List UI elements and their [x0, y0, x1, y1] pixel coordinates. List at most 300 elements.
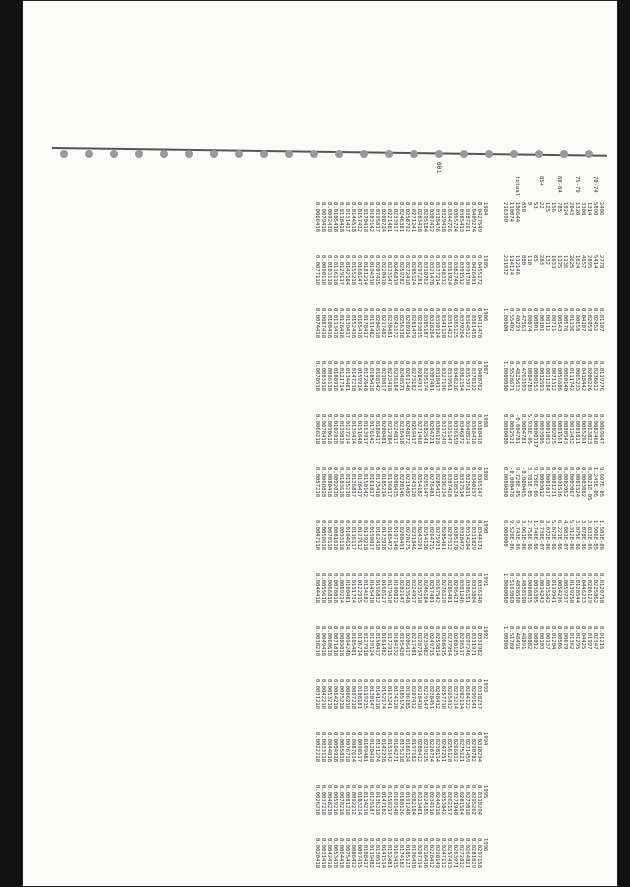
- table-cell: 9.607E-05: [598, 467, 604, 498]
- table-cell: 0.0168127: [380, 573, 386, 604]
- summary-row: [598, 162, 604, 679]
- table-cell: 0.0083318: [320, 361, 326, 392]
- table-cell: 0.0219125: [422, 732, 428, 763]
- table-cell: 0.0264821: [464, 838, 470, 869]
- table-cell: 0.0147182: [380, 785, 386, 816]
- table-cell: 110074: [508, 202, 514, 223]
- table-cell: 0.0060618: [326, 626, 332, 657]
- table-cell: 0.0455172: [476, 255, 482, 286]
- table-cell: 0.01107: [598, 308, 604, 332]
- table-cell: 0.0120418: [368, 732, 374, 763]
- table-cell: 0.0003062: [580, 467, 586, 498]
- table-cell: 0.0296214: [440, 467, 446, 498]
- table-cell: 0.0265147: [422, 467, 428, 498]
- table-cell: 0.0001017: [544, 467, 550, 498]
- table-cell: 0.0155218: [350, 255, 356, 286]
- perforation-hole: [60, 150, 68, 158]
- table-cell: 0.0115018: [338, 414, 344, 445]
- table-cell: 0.0169148: [392, 785, 398, 816]
- table-cell: 0.0212984: [386, 414, 392, 445]
- table-cell: 0.0238149: [434, 838, 440, 869]
- table-cell: 0.0001561: [556, 414, 562, 445]
- table-cell: 0.0238451: [428, 679, 434, 710]
- table-cell: 0.0365724: [452, 202, 458, 233]
- year-data-row: [446, 162, 452, 887]
- table-cell: 0.0262157: [446, 785, 452, 816]
- table-cell: 0.0207415: [374, 255, 380, 286]
- table-cell: 0.0173918: [380, 520, 386, 551]
- table-cell: 0.0364512: [464, 308, 470, 339]
- table-cell: 0.0185472: [386, 520, 392, 551]
- table-cell: 0.0327196: [440, 361, 446, 392]
- table-cell: 0.0224817: [392, 414, 398, 445]
- year-data-row: [380, 162, 386, 887]
- summary-row: [562, 162, 568, 679]
- table-cell: 0.0076718: [344, 732, 350, 763]
- table-cell: 0.0081618: [332, 520, 338, 551]
- table-cell: 0.0022218: [314, 732, 320, 763]
- table-cell: 0.0118418: [338, 202, 344, 233]
- table-cell: 0.0105418: [332, 202, 338, 233]
- table-cell: 0.0105481: [350, 626, 356, 657]
- table-cell: 9.526E-06: [508, 520, 514, 551]
- table-cell: 0.0271948: [452, 785, 458, 816]
- table-cell: 0.0344726: [446, 202, 452, 233]
- table-cell: 0.0165418: [356, 308, 362, 339]
- age-group-label: 85+: [538, 176, 544, 187]
- table-cell: 0.0104614: [344, 520, 350, 551]
- table-cell: 0.0185214: [380, 467, 386, 498]
- table-cell: 0.0054296: [556, 573, 562, 604]
- table-cell: 0.0136218: [374, 785, 380, 816]
- table-cell: 0.0038218: [314, 626, 320, 657]
- summary-row: [580, 162, 586, 679]
- year-data-row: [452, 162, 458, 887]
- table-cell: 0.0168147: [356, 255, 362, 286]
- table-cell: 0.0253842: [440, 785, 446, 816]
- table-cell: 800: [520, 255, 526, 266]
- table-cell: 0.0268914: [404, 308, 410, 339]
- table-cell: 1996: [482, 838, 488, 852]
- table-cell: 0.0147218: [350, 361, 356, 392]
- table-cell: 0.0361924: [446, 255, 452, 286]
- table-cell: 0.02452: [592, 308, 598, 332]
- table-cell: 0.0254136: [422, 520, 428, 551]
- table-cell: 0.0297158: [476, 838, 482, 869]
- table-cell: 0.0348524: [464, 414, 470, 445]
- table-cell: 1.0000000: [502, 573, 508, 604]
- table-cell: 0.04107: [580, 308, 586, 332]
- table-cell: 0.0131417: [344, 202, 350, 233]
- table-cell: 0.0059737: [562, 573, 568, 604]
- table-cell: 0.0218416: [422, 838, 428, 869]
- table-cell: 0.0188417: [374, 414, 380, 445]
- table-cell: 1.245E-05: [592, 467, 598, 498]
- table-cell: 0.0103214: [356, 785, 362, 816]
- table-cell: 9.728E-05: [514, 467, 520, 498]
- table-cell: 0.0400762: [476, 361, 482, 392]
- table-cell: 0.0127612: [356, 520, 362, 551]
- summary-row: [538, 162, 544, 679]
- table-cell: 0.0131274: [374, 732, 380, 763]
- table-cell: 0.0078018: [332, 573, 338, 604]
- table-cell: 0.0224185: [422, 785, 428, 816]
- table-cell: 0.0305178: [452, 520, 458, 551]
- table-cell: 0.0321478: [428, 255, 434, 286]
- table-cell: 0.0114218: [362, 785, 368, 816]
- table-cell: 0.0427549: [476, 202, 482, 233]
- table-cell: 0.0246819: [392, 255, 398, 286]
- perforation-hole: [285, 150, 293, 158]
- table-cell: 0.0180126: [398, 785, 404, 816]
- perforation-hole: [335, 150, 343, 158]
- table-cell: 0.0426491: [470, 255, 476, 286]
- table-cell: 0.0157412: [356, 202, 362, 233]
- table-cell: 0.4825633: [514, 361, 520, 392]
- table-cell: 0.0071818: [332, 626, 338, 657]
- table-cell: 0.0150817: [368, 520, 374, 551]
- summary-row: [544, 162, 550, 679]
- table-cell: 0.5528671: [508, 361, 514, 392]
- table-cell: 0.0056606: [556, 361, 562, 392]
- table-cell: 0.0336148: [476, 573, 482, 604]
- table-cell: 0.0196418: [410, 838, 416, 869]
- year-data-row: [362, 162, 368, 887]
- table-cell: 0.0271241: [410, 202, 416, 233]
- table-cell: 0.0174128: [392, 679, 398, 710]
- table-cell: 0.51789: [508, 626, 514, 650]
- table-cell: 0.0119215: [362, 679, 368, 710]
- table-cell: 0.0365125: [452, 308, 458, 339]
- table-cell: 0.0305187: [422, 308, 428, 339]
- table-cell: 0.02347: [592, 626, 598, 650]
- table-cell: 0.00650: [574, 308, 580, 332]
- table-cell: 0.0042418: [326, 838, 332, 869]
- table-cell: 0.000000: [502, 520, 508, 547]
- table-cell: 0.0228412: [428, 838, 434, 869]
- table-cell: 0.0297281: [416, 255, 422, 286]
- summary-row: [586, 162, 592, 679]
- table-cell: 0.00112: [544, 308, 550, 332]
- table-cell: 0.0003067: [568, 467, 574, 498]
- table-cell: 216390: [502, 202, 508, 223]
- table-cell: 0.0097415: [356, 838, 362, 869]
- table-cell: 0.0348216: [452, 361, 458, 392]
- table-cell: 1987: [482, 361, 488, 375]
- table-cell: 0.0208415: [392, 467, 398, 498]
- table-cell: 0.0247251: [440, 732, 446, 763]
- table-cell: 0.0174182: [398, 838, 404, 869]
- table-cell: 0.0130147: [368, 679, 374, 710]
- table-cell: 0.0236418: [398, 414, 404, 445]
- table-cell: 3.075E-06: [574, 520, 580, 551]
- table-cell: 4657: [580, 255, 586, 269]
- summary-row: [514, 162, 520, 679]
- table-cell: 1991: [482, 573, 488, 587]
- table-cell: 0.0243291: [416, 520, 422, 551]
- table-cell: 0.0195817: [374, 202, 380, 233]
- table-cell: 0.04425: [580, 626, 586, 650]
- table-cell: 0.0378122: [470, 361, 476, 392]
- table-cell: 0.0281564: [458, 785, 464, 816]
- table-cell: 0.0139417: [344, 308, 350, 339]
- table-cell: 0.0317249: [440, 414, 446, 445]
- table-cell: 0.0176142: [368, 414, 374, 445]
- table-cell: 0.0254182: [416, 467, 422, 498]
- table-cell: 0.0064218: [332, 679, 338, 710]
- table-cell: 0.0159914: [356, 361, 362, 392]
- table-cell: 0.0144518: [350, 202, 356, 233]
- age-group-label: 70-74: [592, 176, 598, 193]
- summary-row: [526, 162, 532, 679]
- year-data-row: [416, 162, 422, 887]
- table-cell: 0.00000117: [532, 414, 538, 448]
- table-cell: 0.0197148: [392, 520, 398, 551]
- table-cell: 0.0379264: [458, 308, 464, 339]
- table-cell: 1.00000: [502, 626, 508, 650]
- table-cell: 0.0181214: [362, 255, 368, 286]
- table-cell: 0.0103618: [338, 467, 344, 498]
- table-cell: 0.0197182: [410, 732, 416, 763]
- table-cell: 0.0266812: [452, 732, 458, 763]
- table-cell: 0.0139124: [368, 626, 374, 657]
- table-cell: 0.0208491: [398, 520, 404, 551]
- table-cell: 0.0382746: [452, 255, 458, 286]
- table-cell: 3.061E-06: [520, 520, 526, 551]
- table-cell: 0.0071312: [550, 361, 556, 392]
- table-cell: 0.0139414: [350, 414, 356, 445]
- table-cell: 0.0185418: [368, 361, 374, 392]
- table-cell: 1988: [482, 414, 488, 428]
- table-cell: 0.0231482: [404, 467, 410, 498]
- perforation-hole: [435, 150, 443, 158]
- table-cell: 5414: [592, 255, 598, 269]
- table-cell: 0.0070118: [326, 520, 332, 551]
- table-cell: 1992: [482, 626, 488, 640]
- table-cell: 0.0411478: [476, 308, 482, 339]
- table-cell: 0.0301246: [458, 573, 464, 604]
- summary-row: [592, 162, 598, 679]
- table-cell: 0.0090618: [326, 414, 332, 445]
- perforation-hole: [535, 150, 543, 158]
- table-cell: 0.0263971: [452, 838, 458, 869]
- table-cell: 0.01362: [568, 626, 574, 650]
- table-cell: 0.0142218: [380, 732, 386, 763]
- table-cell: 0.0331829: [470, 520, 476, 551]
- table-cell: 0.0065818: [338, 732, 344, 763]
- table-cell: 0.00101: [538, 308, 544, 332]
- table-cell: 0.0057218: [314, 467, 320, 498]
- perforation-holes: [22, 150, 618, 162]
- table-cell: 0.0391512: [458, 255, 464, 286]
- table-cell: 0.0092018: [332, 467, 338, 498]
- table-cell: 9.743E-06: [514, 520, 520, 551]
- summary-row: [556, 162, 562, 679]
- table-cell: 0.0418442: [580, 361, 586, 392]
- table-cell: 0.0247112: [440, 838, 446, 869]
- table-cell: 0.0119776: [598, 361, 604, 392]
- perforation-hole: [560, 150, 568, 158]
- table-cell: 0.0284122: [464, 679, 470, 710]
- table-cell: 1.501E-06: [598, 520, 604, 551]
- table-cell: 0.0153142: [386, 732, 392, 763]
- perforation-hole: [585, 150, 593, 158]
- table-cell: 0.0261148: [404, 361, 410, 392]
- table-cell: 0.0060140: [562, 361, 568, 392]
- table-cell: 0.0273214: [452, 679, 458, 710]
- table-cell: 0.00082: [526, 626, 532, 650]
- perforation-hole: [210, 150, 218, 158]
- table-cell: 0.0295184: [422, 202, 428, 233]
- table-cell: 53: [532, 202, 538, 209]
- table-cell: 0.0092212: [350, 785, 356, 816]
- table-cell: 0.0348312: [440, 255, 446, 286]
- perforation-hole: [185, 150, 193, 158]
- table-cell: 0.0126418: [338, 308, 344, 339]
- summary-row: [550, 162, 556, 679]
- table-cell: 0.01216: [598, 626, 604, 650]
- table-cell: 0.0053418: [332, 838, 338, 869]
- table-cell: 0.0079418: [320, 202, 326, 233]
- table-cell: 0.0409274: [470, 202, 476, 233]
- table-cell: 0.0296517: [458, 626, 464, 657]
- year-data-row: [458, 162, 464, 887]
- perforation-hole: [485, 150, 493, 158]
- table-cell: 0.0097218: [350, 679, 356, 710]
- table-cell: 0.0037218: [320, 785, 326, 816]
- table-cell: 0.0265412: [446, 679, 452, 710]
- year-data-row: [374, 162, 380, 887]
- table-cell: 0.0191248: [404, 785, 410, 816]
- table-cell: 0.0070518: [314, 361, 320, 392]
- table-cell: 0.0033118: [320, 732, 326, 763]
- table-cell: 0.0139218: [362, 520, 368, 551]
- table-cell: 0.0090118: [320, 255, 326, 286]
- summary-row: [520, 162, 526, 679]
- table-cell: 0.0318476: [434, 202, 440, 233]
- year-data-row: [398, 162, 404, 887]
- table-cell: 0.0065233: [574, 361, 580, 392]
- table-cell: 0.0093118: [338, 520, 344, 551]
- table-cell: 85: [532, 255, 538, 262]
- table-cell: 0.01997: [586, 626, 592, 650]
- table-cell: 0.0329418: [440, 202, 446, 233]
- table-cell: 0.0310762: [422, 255, 428, 286]
- age-group-label: totaal: [514, 176, 520, 197]
- table-cell: 0.0096118: [326, 361, 332, 392]
- table-cell: 0.0156812: [374, 573, 380, 604]
- table-cell: 0.0282134: [458, 679, 464, 710]
- table-cell: 0.0121714: [338, 361, 344, 392]
- table-cell: 0.0318237: [476, 679, 482, 710]
- table-cell: 0.0243172: [392, 308, 398, 339]
- table-cell: 850: [520, 202, 526, 213]
- year-data-row: [350, 162, 356, 887]
- table-cell: 0.0341128: [440, 308, 446, 339]
- table-cell: 0.0307481: [428, 361, 434, 392]
- table-cell: 0.0233147: [386, 255, 392, 286]
- table-cell: 0.0008035: [526, 573, 532, 604]
- table-cell: 0.0325811: [464, 467, 470, 498]
- table-cell: 0.0141218: [374, 679, 380, 710]
- table-cell: 0.0381458: [470, 308, 476, 339]
- table-cell: 0.0004789: [526, 361, 532, 392]
- table-cell: 0.0015242: [544, 573, 550, 604]
- table-cell: 0.0068818: [320, 467, 326, 498]
- table-cell: 0.0011284: [544, 361, 550, 392]
- table-cell: 0.0272812: [458, 838, 464, 869]
- table-cell: 1989: [482, 467, 488, 481]
- table-cell: 0.0083018: [338, 626, 344, 657]
- perforation-hole: [160, 150, 168, 158]
- perforation-hole: [260, 150, 268, 158]
- table-cell: 0.0198142: [374, 361, 380, 392]
- table-cell: 0.0314204: [464, 520, 470, 551]
- table-cell: 1994: [482, 732, 488, 746]
- table-cell: 0.0021E-05: [586, 467, 592, 501]
- table-cell: 3.072E-06: [544, 520, 550, 551]
- table-cell: 8.730E-07: [538, 520, 544, 551]
- table-cell: 0.0089214: [338, 573, 344, 604]
- table-cell: 0.4838190: [520, 573, 526, 604]
- table-cell: 0.0272418: [404, 255, 410, 286]
- table-cell: -0.004781: [514, 414, 520, 445]
- table-cell: 110: [526, 255, 532, 266]
- table-cell: 0.0288125: [452, 626, 458, 657]
- table-cell: 0.0339561: [446, 361, 452, 392]
- table-cell: 0.0116714: [356, 626, 362, 657]
- table-cell: 0.0210817: [380, 361, 386, 392]
- table-cell: 0.0285124: [410, 255, 416, 286]
- table-cell: 0.0246184: [422, 573, 428, 604]
- table-cell: 0.00679: [562, 626, 568, 650]
- table-cell: 0.0026218: [314, 785, 320, 816]
- perforation-hole: [385, 150, 393, 158]
- summary-row: [502, 162, 508, 679]
- table-cell: 0.00074: [526, 308, 532, 332]
- table-cell: 0.0087418: [320, 308, 326, 339]
- table-cell: 0.0271468: [416, 414, 422, 445]
- table-cell: 0.0365147: [476, 467, 482, 498]
- table-cell: 0.0196185: [404, 679, 410, 710]
- table-cell: 0.0103118: [326, 255, 332, 286]
- table-cell: 0.0380418: [476, 414, 482, 445]
- summary-row: [574, 162, 580, 679]
- table-cell: 0.0248172: [404, 414, 410, 445]
- table-cell: 2406: [598, 202, 604, 216]
- table-cell: 0.48891: [520, 626, 526, 650]
- table-cell: 0.0162418: [374, 520, 380, 551]
- table-cell: 0.0172915: [386, 626, 392, 657]
- table-cell: 0.0075218: [338, 679, 344, 710]
- table-cell: 0.0236612: [592, 361, 598, 392]
- table-cell: 0.0233917: [392, 202, 398, 233]
- table-cell: 0.0340157: [470, 467, 476, 498]
- table-cell: 0.4838598: [514, 573, 520, 604]
- table-cell: 0.0277964: [446, 626, 452, 657]
- table-cell: 0.0014243: [538, 573, 544, 604]
- table-cell: 0.0281479: [410, 308, 416, 339]
- table-cell: 0.0331982: [476, 626, 482, 657]
- year-data-row: [326, 162, 332, 887]
- table-cell: 0.0031218: [314, 679, 320, 710]
- year-data-row: [356, 162, 362, 887]
- age-group-label: 80-84: [556, 176, 562, 193]
- table-cell: 0.0119941: [550, 573, 556, 604]
- table-cell: 0.0064418: [338, 838, 344, 869]
- table-cell: 0.0228714: [416, 626, 422, 657]
- table-cell: 0.0111714: [350, 573, 356, 604]
